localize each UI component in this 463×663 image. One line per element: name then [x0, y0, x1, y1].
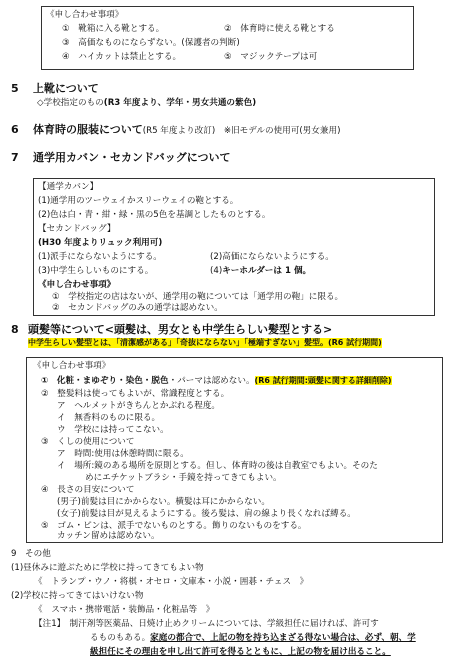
box3-line-8: イ 場所:鏡のある場所を原則とする。但し、体育時の後は自教室でもよい。そのた [57, 461, 378, 471]
box2-line-5: (H30 年度よりリュック利用可) [38, 238, 163, 248]
section-8-title: 頭髪等について<頭髪は、男女とも中学生らしい髪型とする> [28, 323, 333, 336]
box3-line-14: カッチン留めは認めない。 [57, 531, 160, 541]
section-6-number: 6 [11, 123, 19, 136]
box2-line-4: 【セカンドバッグ】 [38, 224, 116, 234]
box3-line-7: ア 時間:使用は休憩時間に限る。 [57, 449, 189, 459]
section-6-line [33, 123, 340, 137]
section-9-line-2: 《 トランプ・ウノ・将棋・オセロ・文庫本・小説・囲碁・チェス 》 [34, 577, 309, 587]
section-5-line [37, 98, 256, 109]
box3-line-11: (男子)前髪は目にかからない。横髪は耳にかからない。 [57, 497, 270, 507]
section-9-line-6a: るものもある。 [90, 633, 151, 643]
section-7-number: 7 [11, 151, 19, 164]
section-9-line-3: (2)学校に持ってきてはいけない物 [11, 591, 144, 601]
box3-line-3: ア ヘルメットがきちんとかぶれる程度。 [57, 401, 221, 411]
box3-line-13: ⑤ ゴム・ピンは、派手でないものとする。飾りのないものをする。 [41, 521, 307, 531]
box2-line-7 [210, 266, 311, 277]
box3-line-2: ② 整髪料は使ってもよいが、常識程度とする。 [41, 389, 230, 399]
box2-line-8: 《申し合わせ事項》 [38, 280, 116, 290]
box3-line-1a: ① 化粧・まゆぞり・染色・脱色 [41, 376, 169, 386]
box2-line-10: ② セカンドバッグのみの通学は認めない。 [52, 303, 223, 313]
box2-line-1: 【通学カバン】 [38, 182, 99, 192]
box1-item-3: ③ 高価なものにならずない。(保護者の判断) [62, 38, 240, 48]
section-5-number: 5 [11, 82, 19, 95]
box3-line-10: ④ 長さの目安について [41, 485, 135, 495]
section-9-line-1: (1)昼休みに遊ぶために学校に持ってきてもよい物 [11, 563, 204, 573]
box1-item-1: ① 靴箱に入る靴とする。 [62, 24, 165, 34]
box2-line-6b: (2)高価にならないようにする。 [210, 252, 334, 262]
section-9-line-6 [90, 633, 416, 644]
box2-line-7a: (3)中学生らしいものにする。 [38, 266, 154, 276]
section-8-subtitle: 中学生らしい髪型とは、「清潔感がある」「奇抜にならない」「極端すぎない」髪型。(R6 試行期間) [28, 338, 382, 347]
box1-item-2: ② 体育時に使える靴とする [224, 24, 335, 34]
section-8-number: 8 [11, 323, 19, 336]
box1-title: 《申し合わせ事項》 [46, 10, 124, 20]
box3-line-1b: ・パーマは認めない。 [168, 376, 255, 386]
box1-item-4: ④ ハイカットは禁止とする。 [62, 52, 182, 62]
section-7-title: 通学用カバン・セカンドバッグについて [33, 151, 231, 164]
section-9-title: 9 その他 [11, 549, 51, 559]
section-5-bold: (R3 年度より、学年・男女共通の紫色) [103, 98, 257, 108]
box2-line-9: ① 学校指定の店はないが、通学用の鞄については「通学用の鞄」に限る。 [52, 292, 344, 302]
section-9-line-7: 級担任にその理由を申し出て許可を得るとともに、上記の物を届け出ること。 [90, 647, 391, 657]
box3-line-1c: (R6 試行期間:頭髪に関する詳細削除) [254, 376, 392, 385]
box3-title: 《申し合わせ事項》 [33, 361, 111, 371]
bag-rules-box [33, 178, 435, 316]
box3-line-1 [41, 376, 392, 387]
box3-line-5: ウ 学校には持ってこない。 [57, 425, 169, 435]
box2-line-7c: キーホルダーは 1 個。 [222, 266, 312, 276]
box3-line-6: ③ くしの使用について [41, 437, 135, 447]
box3-line-4: イ 無香料のものに限る。 [57, 413, 161, 423]
box3-line-12: (女子)前髪は目が見えるようにする。後ろ髪は、肩の線より長くなれば縛る。 [57, 509, 356, 519]
box2-line-6a: (1)派手にならないようにする。 [38, 252, 162, 262]
box2-line-2: (1)通学用のツーウェイかスリーウェイの鞄とする。 [38, 196, 239, 206]
agreement-box-1 [41, 6, 414, 70]
box2-line-7b: (4) [210, 266, 223, 276]
section-9-line-5: 【注1】 制汗剤等医薬品、日焼け止めクリームについては、学級担任に届ければ、許可す [34, 619, 379, 629]
box2-line-3: (2)色は白・青・紺・緑・黒の5色を基調としたものとする。 [38, 210, 271, 220]
section-5-text: ◇学校指定のもの [37, 98, 104, 108]
section-6-note: (R5 年度より改訂) ※旧モデルの使用可(男女兼用) [142, 126, 341, 136]
box3-line-9: めにエチケットブラシ・手鏡を持ってきてもよい。 [85, 473, 282, 483]
hair-rules-box [26, 357, 443, 543]
box1-item-5: ⑤ マジックテープは可 [224, 52, 318, 62]
section-9-line-6b: 家庭の都合で、上記の物を持ち込まざる得ない場合は、必ず、朝、学 [150, 633, 416, 643]
section-9-line-4: 《 スマホ・携帯電話・装飾品・化粧品等 》 [34, 605, 215, 615]
section-5-title: 上靴について [33, 82, 99, 95]
section-6-title: 体育時の服装について [33, 123, 143, 136]
